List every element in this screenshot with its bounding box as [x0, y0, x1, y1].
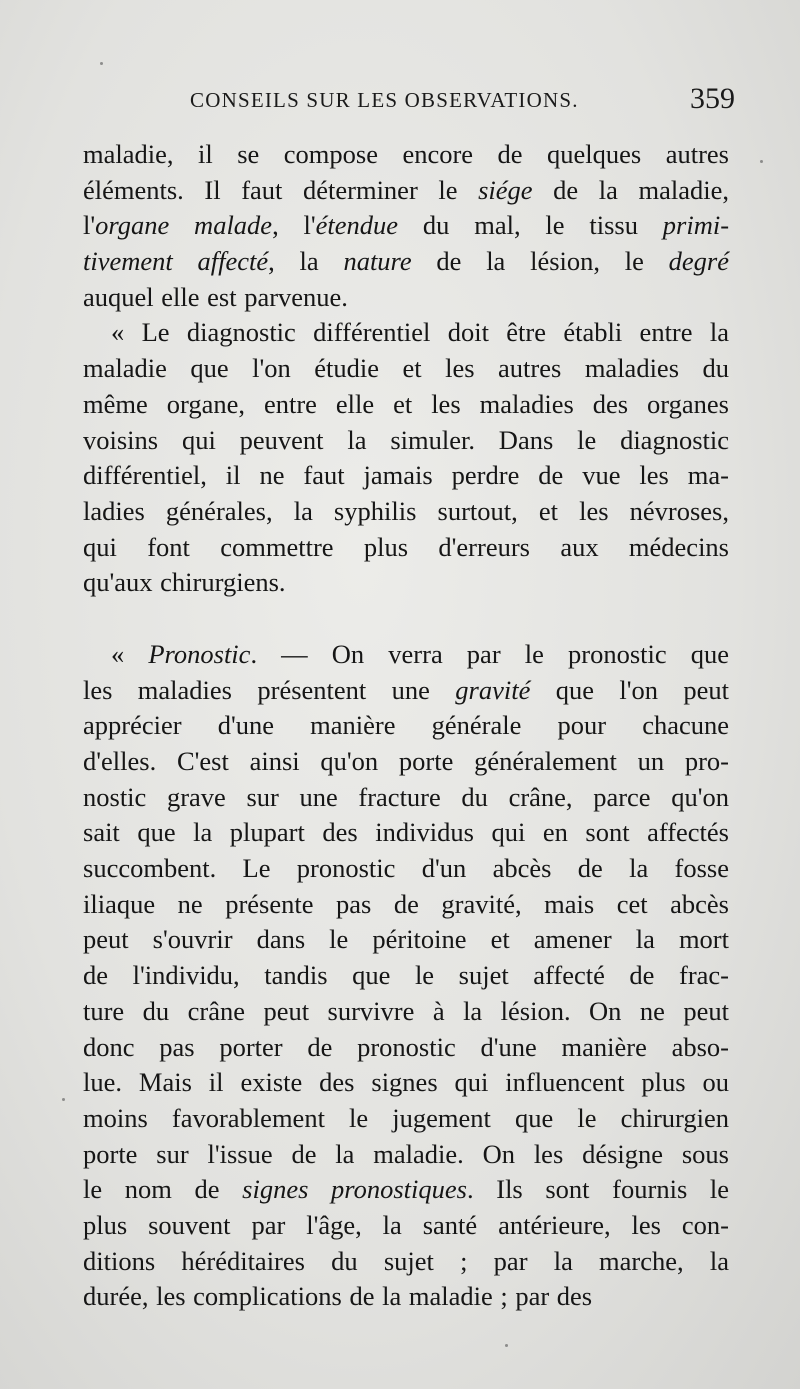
text-run: sait que la plupart des individus qui en sont affectés: [83, 817, 729, 848]
italic-run: gravité: [455, 674, 531, 705]
italic-run: signes pronostiques: [242, 1174, 467, 1205]
italic-run: tivement affecté: [83, 246, 269, 277]
text-run: d'elles. C'est ainsi qu'on porte généralement un pro-: [83, 746, 729, 776]
paragraph: [83, 137, 729, 315]
text-run: lue. Mais il existe des signes qui influencent plus ou: [83, 1067, 729, 1098]
text-line: [83, 530, 729, 566]
text-line: [83, 1244, 729, 1280]
text-line: [83, 1030, 729, 1066]
text-run: le nom de: [83, 1174, 243, 1205]
text-run: donc pas porter de pronostic d'une manière abso-: [83, 1031, 729, 1062]
text-run: porte sur l'issue de la maladie. On les désigne sous: [83, 1138, 729, 1169]
paper-speck: [62, 1098, 65, 1101]
text-run: auquel elle est parvenue.: [83, 281, 348, 312]
text-run: que l'on peut: [530, 674, 729, 705]
paragraph: [83, 637, 729, 1315]
text-run: apprécier d'une manière générale pour chacune: [83, 710, 729, 741]
text-line: [83, 173, 729, 209]
paragraph-gap: [83, 601, 729, 637]
text-line: [83, 708, 729, 744]
italic-run: primi-: [662, 210, 730, 241]
text-line: [83, 673, 729, 709]
text-run: durée, les complications de la maladie ; par des: [83, 1281, 593, 1312]
text-run: « Le diagnostic différentiel doit être établi entre la: [111, 317, 729, 348]
text-line: [83, 958, 729, 994]
text-run: succombent. Le pronostic d'un abcès de la fosse: [83, 853, 729, 884]
text-line: [83, 1208, 729, 1244]
italic-run: Pronostic: [148, 638, 251, 669]
text-run: voisins qui peuvent la simuler. Dans le diagnostic: [83, 424, 729, 455]
italic-run: organe malade: [95, 210, 273, 241]
text-run: peut s'ouvrir dans le péritoine et amener la mort: [83, 924, 729, 955]
text-line: [83, 351, 729, 387]
text-run: l': [83, 210, 96, 241]
text-line: [83, 494, 729, 530]
text-line: [83, 815, 729, 851]
text-line: [83, 851, 729, 887]
paper-speck: [505, 1344, 508, 1347]
text-line: [83, 387, 729, 423]
running-title: CONSEILS SUR LES OBSERVATIONS.: [190, 88, 579, 112]
text-run: qu'aux chirurgiens.: [83, 567, 286, 598]
text-line: [83, 315, 729, 351]
text-run: ladies générales, la syphilis surtout, et les névroses,: [83, 495, 729, 526]
text-line: [83, 137, 729, 173]
text-run: maladie, il se compose encore de quelques autres: [83, 139, 729, 169]
page-number: 359: [690, 82, 735, 115]
text-line: [83, 922, 729, 958]
text-line: [83, 1137, 729, 1173]
text-run: nostic grave sur une fracture du crâne, parce qu'on: [83, 781, 729, 812]
text-line: [83, 423, 729, 459]
text-line: [83, 887, 729, 923]
paragraph: [83, 315, 729, 601]
text-line: [83, 1065, 729, 1101]
text-run: moins favorablement le jugement que le chirurgien: [83, 1102, 729, 1133]
text-run: qui font commettre plus d'erreurs aux médecins: [83, 531, 729, 562]
text-line: [83, 280, 729, 316]
text-run: du mal, le tissu: [398, 210, 663, 241]
text-run: différentiel, il ne faut jamais perdre de vue les ma-: [83, 460, 729, 491]
text-run: iliaque ne présente pas de gravité, mais cet abcès: [83, 888, 729, 919]
text-run: «: [111, 638, 149, 669]
text-run: . Ils sont fournis le: [466, 1174, 730, 1205]
text-line: [83, 458, 729, 494]
italic-run: nature: [343, 246, 412, 277]
text-run: plus souvent par l'âge, la santé antérieure, les con-: [83, 1209, 729, 1240]
text-run: ditions héréditaires du sujet ; par la marche, la: [83, 1245, 729, 1276]
text-line: [83, 744, 729, 780]
italic-run: degré: [668, 246, 730, 277]
text-run: éléments. Il faut déterminer le: [83, 174, 479, 205]
text-line: [83, 565, 729, 601]
text-run: de la maladie,: [532, 174, 729, 205]
body-text: [83, 137, 729, 1315]
text-run: maladie que l'on étudie et les autres maladies du: [83, 353, 729, 384]
text-line: [83, 1172, 729, 1208]
text-line: [83, 208, 729, 244]
text-line: [83, 780, 729, 816]
italic-run: siége: [478, 174, 533, 205]
text-run: de l'individu, tandis que le sujet affecté de frac-: [83, 960, 729, 991]
text-run: les maladies présentent une: [83, 674, 456, 705]
text-run: , l': [272, 210, 316, 241]
text-line: [83, 244, 729, 280]
text-run: même organe, entre elle et les maladies des organes: [83, 388, 729, 419]
paper-speck: [100, 62, 103, 65]
paper-speck: [760, 160, 763, 163]
text-line: [83, 1101, 729, 1137]
text-line: [83, 637, 729, 673]
italic-run: étendue: [315, 210, 399, 241]
text-run: . — On verra par le pronostic que: [250, 638, 729, 669]
text-run: , la: [268, 246, 344, 277]
text-run: ture du crâne peut survivre à la lésion. On ne peut: [83, 995, 729, 1026]
text-run: de la lésion, le: [411, 246, 669, 277]
text-line: [83, 1279, 729, 1315]
text-line: [83, 994, 729, 1030]
running-head: [60, 80, 740, 120]
